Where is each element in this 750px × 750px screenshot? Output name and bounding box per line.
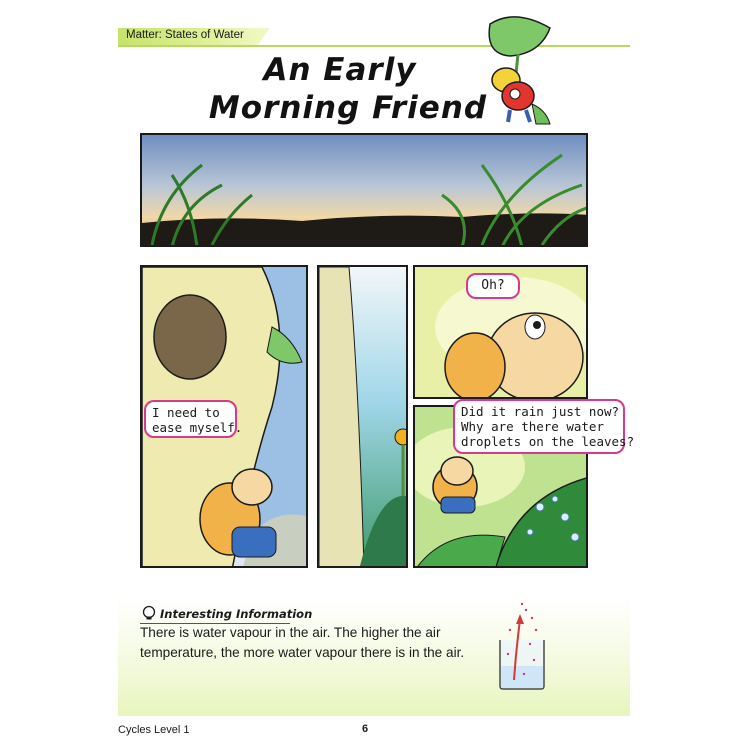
page-number: 6	[362, 723, 369, 735]
mascot-illustration	[470, 14, 560, 128]
bubble-text-line: Why are there water	[461, 419, 604, 434]
bubble-text-line: ease myself.	[152, 420, 243, 435]
panel-forest	[317, 265, 408, 568]
speech-bubble-ease	[144, 400, 243, 438]
bubble-text-line: I need to	[152, 405, 220, 420]
speech-bubble-oh	[466, 273, 520, 299]
lightbulb-icon	[140, 605, 158, 621]
title-line-1: An Early	[263, 52, 417, 88]
info-text-line: temperature, the more water vapour there is in the air.	[140, 645, 465, 660]
info-heading-underline	[140, 623, 290, 624]
bubble-text-line: Did it rain just now?	[461, 404, 620, 419]
speech-bubble-rain	[453, 399, 635, 454]
series-label: Cycles Level 1	[118, 724, 190, 736]
sunrise-illustration	[142, 135, 588, 247]
bubble-text-line: droplets on the leaves?	[461, 434, 635, 449]
forest-illustration	[319, 267, 408, 568]
beaker-vapour-illustration	[494, 600, 550, 690]
panel-sunrise	[140, 133, 588, 247]
info-text-line: There is water vapour in the air. The higher the air	[140, 625, 441, 640]
title-line-2: Morning Friend	[208, 90, 488, 126]
info-heading: Interesting Information	[160, 607, 313, 621]
topic-label: Matter: States of Water	[126, 29, 244, 41]
bubble-text: Oh?	[481, 278, 505, 293]
